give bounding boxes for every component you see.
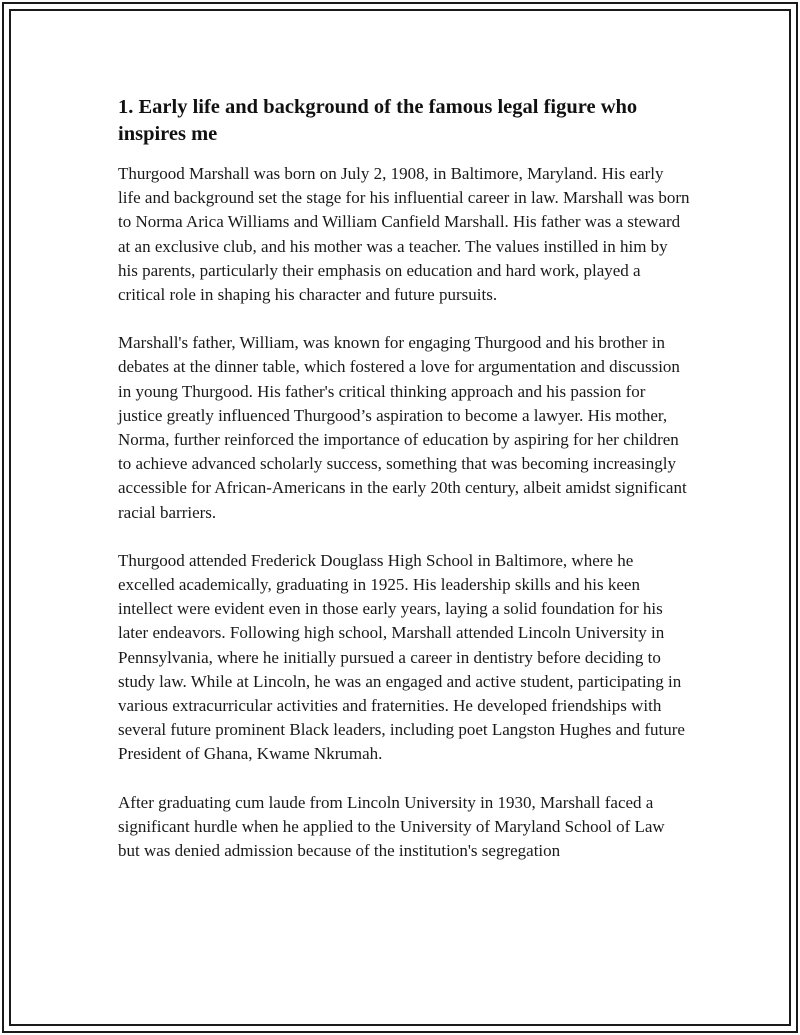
paragraph-parents-influence: Marshall's father, William, was known for engaging Thurgood and his brother in debates at the dinner table, which fostered a love for argumentation and discussion in young Thurgood. His father's critical thinking approach and his passion for justice greatly influenced Thurgood’s aspiration to become a lawyer. His mother, Norma, further reinforced the importance of education by aspiring for her children to achieve advanced scholarly success, something that was becoming increasingly accessible for African-Americans in the early 20th century, albeit amidst significant racial barriers. <box>118 333 687 522</box>
paragraph-early-life: Thurgood Marshall was born on July 2, 1908, in Baltimore, Maryland. His early life and background set the stage for his influential career in law. Marshall was born to Norma Arica Williams and William Canfield Marshall. His father was a steward at an exclusive club, and his mother was a teacher. The values instilled in him by his parents, particularly their emphasis on education and hard work, played a critical role in shaping his character and future pursuits. <box>118 164 690 305</box>
section-heading: 1. Early life and background of the famous legal figure who inspires me <box>118 96 638 145</box>
paragraph-law-school: After graduating cum laude from Lincoln University in 1930, Marshall faced a significant hurdle when he applied to the University of Maryland School of Law but was denied admission because of the institution's segregation <box>118 792 665 861</box>
paragraph-education: Thurgood attended Frederick Douglass High School in Baltimore, where he excelled academically, graduating in 1925. His leadership skills and his keen intellect were evident even in those early years, laying a solid foundation for his later endeavors. Following high school, Marshall attended Lincoln University in Pennsylvania, where he initially pursued a career in dentistry before deciding to study law. While at Lincoln, he was an engaged and active student, participating in various extracurricular activities and fraternities. He developed friendships with several future prominent Black leaders, including poet Langston Hughes and future President of Ghana, Kwame Nkrumah. <box>118 550 685 764</box>
document-body <box>118 94 690 863</box>
